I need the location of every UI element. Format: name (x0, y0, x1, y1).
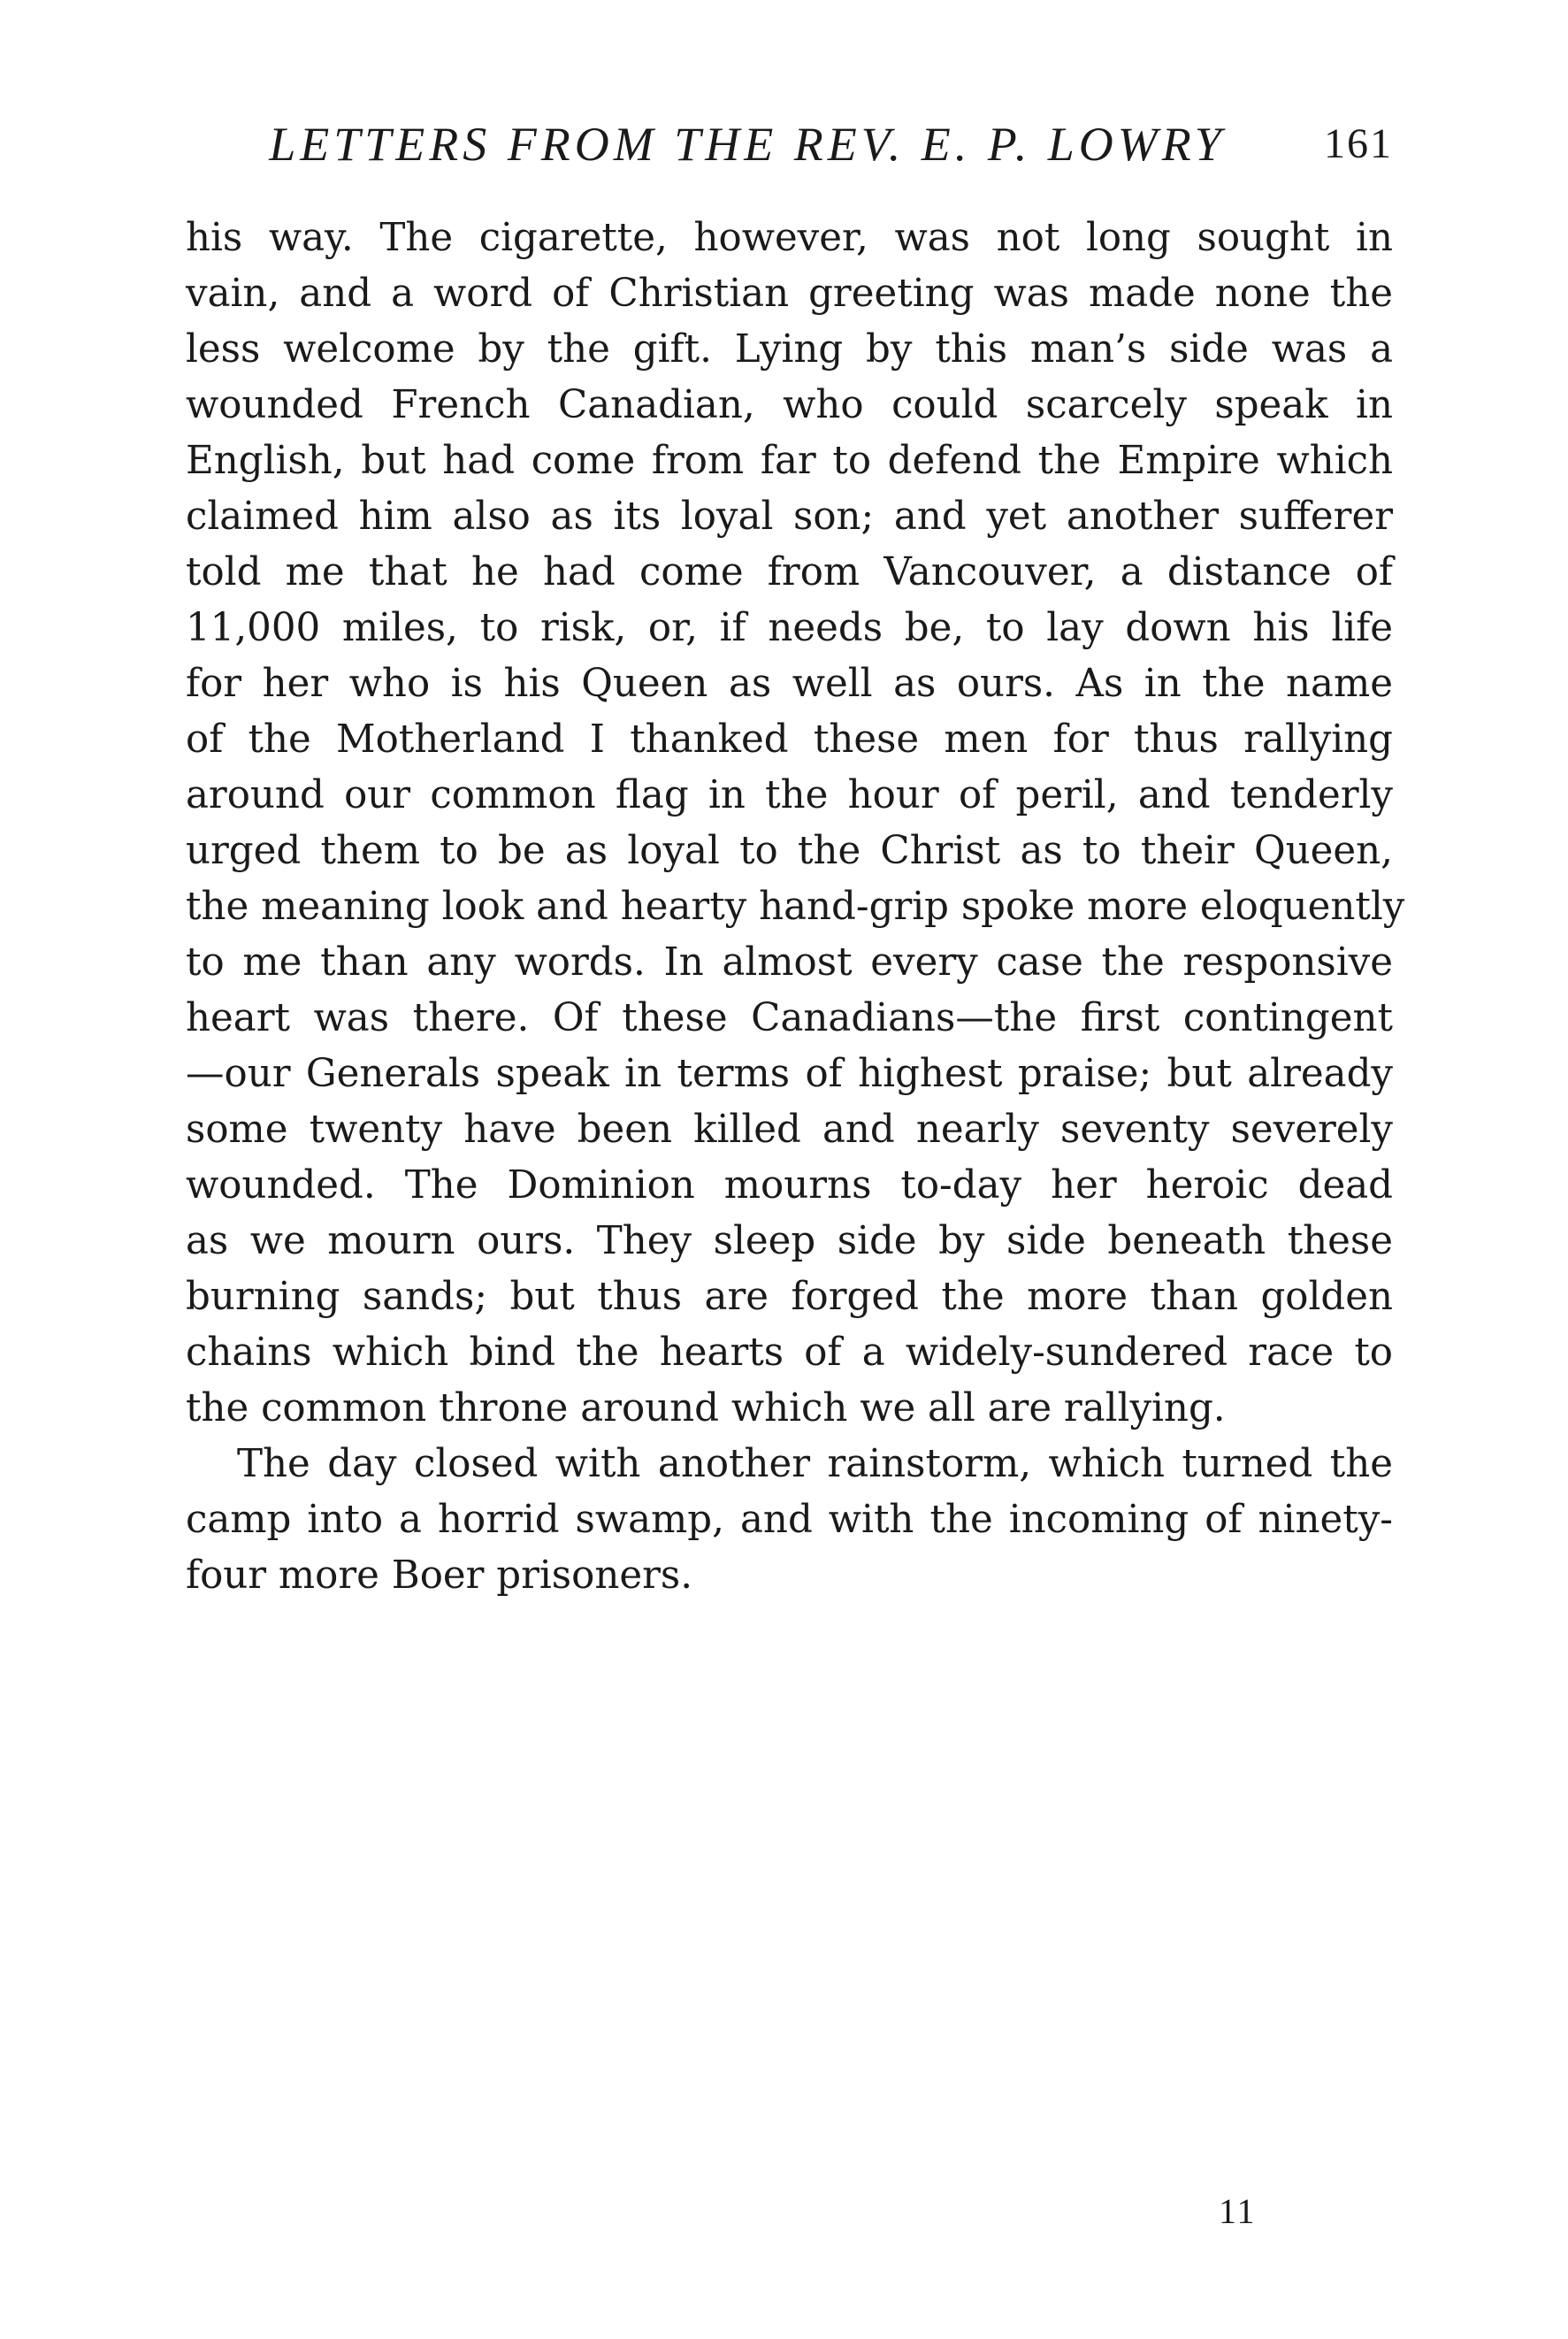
text-line: the common throne around which we all are rallying. (186, 1386, 1226, 1430)
text-line: 11,000 miles, to risk, or, if needs be, to lay down his life (186, 606, 1393, 650)
text-line: English, but had come from far to defend the Empire which (186, 439, 1393, 483)
text-line: vain, and a word of Christian greeting was made none the (186, 272, 1393, 316)
text-line: chains which bind the hearts of a widely-sundered race to (186, 1331, 1393, 1375)
running-title: LETTERS FROM THE REV. E. P. LOWRY (269, 118, 1226, 171)
text-line: heart was there. Of these Canadians—the first contingent (186, 996, 1393, 1040)
page-number: 161 (1324, 120, 1393, 167)
text-line: less welcome by the gift. Lying by this man’s side was a (186, 327, 1393, 372)
body-text (186, 211, 1405, 1604)
text-line: burning sands; but thus are forged the more than golden (186, 1275, 1393, 1319)
text-line: camp into a horrid swamp, and with the incoming of ninety- (186, 1498, 1393, 1542)
text-line: some twenty have been killed and nearly seventy severely (186, 1108, 1393, 1152)
text-line: to me than any words. In almost every case the responsive (186, 940, 1393, 985)
signature-mark: 11 (1219, 2191, 1257, 2231)
text-line: told me that he had come from Vancouver, a distance of (186, 550, 1393, 594)
text-line: wounded. The Dominion mourns to-day her heroic dead (186, 1163, 1393, 1208)
paragraph-1 (186, 211, 1405, 1437)
text-line: wounded French Canadian, who could scarcely speak in (186, 383, 1393, 427)
running-head (186, 113, 1393, 175)
text-line: as we mourn ours. They sleep side by side beneath these (186, 1219, 1393, 1263)
text-line: for her who is his Queen as well as ours. As in the name (186, 662, 1393, 706)
text-line: the meaning look and hearty hand-grip spoke more eloquently (186, 885, 1405, 929)
text-line: urged them to be as loyal to the Christ as to their Queen, (186, 829, 1393, 873)
text-line: The day closed with another rainstorm, which turned the (237, 1442, 1393, 1486)
text-line: —our Generals speak in terms of highest praise; but already (186, 1052, 1393, 1096)
text-line: around our common flag in the hour of peril, and tenderly (186, 773, 1393, 817)
text-line: claimed him also as its loyal son; and yet another sufferer (186, 495, 1393, 539)
text-line: his way. The cigarette, however, was not long sought in (186, 216, 1393, 260)
text-line: four more Boer prisoners. (186, 1553, 693, 1598)
text-line: of the Motherland I thanked these men for thus rallying (186, 717, 1393, 762)
paragraph-2 (186, 1437, 1393, 1604)
